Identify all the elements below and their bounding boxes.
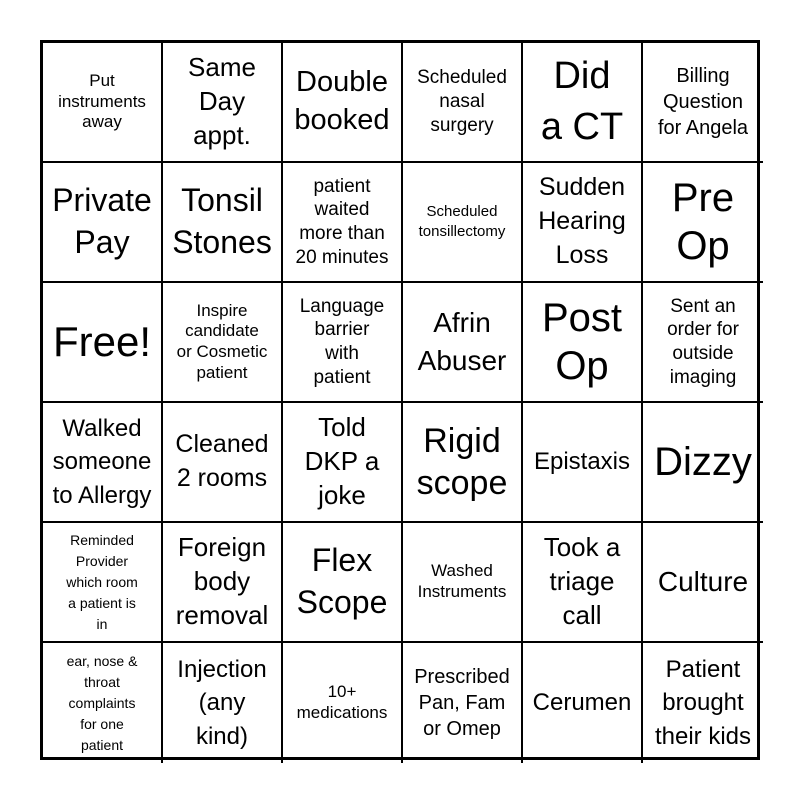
- bingo-square[interactable]: Cerumen: [523, 643, 643, 763]
- bingo-square[interactable]: Did a CT: [523, 43, 643, 163]
- bingo-square[interactable]: Patient brought their kids: [654, 655, 752, 750]
- bingo-square[interactable]: patient waited more than 20 minutes: [283, 163, 403, 283]
- bingo-square[interactable]: Private Pay: [43, 163, 163, 283]
- bingo-square[interactable]: Same Day appt.: [163, 43, 283, 163]
- bingo-square[interactable]: Culture: [643, 523, 763, 643]
- bingo-square[interactable]: Told DKP a joke: [283, 403, 403, 523]
- bingo-square[interactable]: Foreign body removal: [163, 523, 283, 643]
- bingo-square[interactable]: Tonsil Stones: [163, 163, 283, 283]
- bingo-square[interactable]: Pre Op: [643, 163, 763, 283]
- bingo-square[interactable]: Rigid scope: [403, 403, 523, 523]
- bingo-square[interactable]: Flex Scope: [283, 523, 403, 643]
- bingo-square[interactable]: Sent an order for outside imaging: [643, 283, 763, 403]
- bingo-square free-square[interactable]: Free!: [43, 283, 163, 403]
- bingo-square[interactable]: Sudden Hearing Loss: [523, 163, 643, 283]
- bingo-square[interactable]: Prescribed Pan, Fam or Omep: [403, 643, 523, 763]
- bingo-square[interactable]: Cleaned 2 rooms: [163, 403, 283, 523]
- bingo-square[interactable]: 10+ medications: [283, 643, 403, 763]
- bingo-square[interactable]: Washed Instruments: [403, 523, 523, 643]
- bingo-square[interactable]: Afrin Abuser: [403, 283, 523, 403]
- bingo-square[interactable]: Scheduled tonsillectomy: [403, 163, 523, 283]
- bingo-square[interactable]: Walked someone to Allergy: [43, 403, 163, 523]
- bingo-square[interactable]: Double booked: [283, 43, 403, 163]
- bingo-square[interactable]: Billing Question for Angela: [643, 43, 763, 163]
- bingo-square[interactable]: Injection (any kind): [163, 643, 283, 763]
- bingo-square[interactable]: Post Op: [523, 283, 643, 403]
- bingo-board: [40, 40, 760, 760]
- bingo-square[interactable]: Reminded Provider which room a patient is in: [43, 523, 163, 643]
- bingo-square[interactable]: Took a triage call: [523, 523, 643, 643]
- bingo-square[interactable]: Put instruments away: [43, 43, 163, 163]
- bingo-square[interactable]: Epistaxis: [523, 403, 643, 523]
- bingo-square[interactable]: Language barrier with patient: [283, 283, 403, 403]
- bingo-square[interactable]: Inspire candidate or Cosmetic patient: [163, 283, 283, 403]
- bingo-square[interactable]: ear, nose & throat complaints for one patient: [43, 643, 163, 763]
- bingo-square[interactable]: Scheduled nasal surgery: [403, 43, 523, 163]
- bingo-square[interactable]: Dizzy: [643, 403, 763, 523]
